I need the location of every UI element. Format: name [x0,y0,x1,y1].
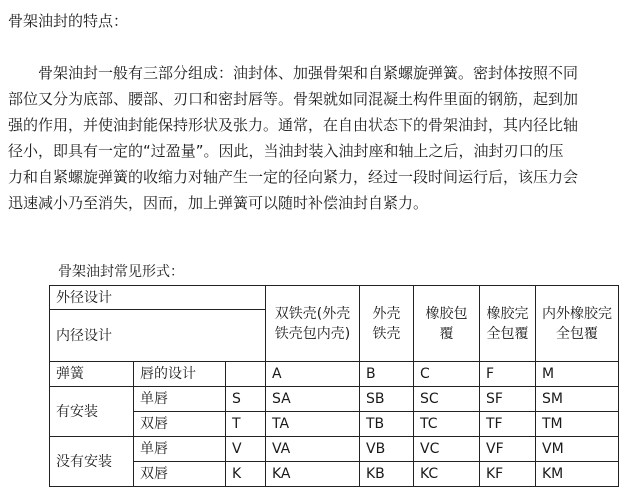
empty-cell [226,362,266,387]
table-cell: KF [480,462,536,487]
table-cell: SM [536,387,619,412]
table-cell: SC [414,387,480,412]
column-header: 外壳铁壳 [360,286,414,362]
description-paragraph [8,60,640,216]
type-code: B [360,362,414,387]
table-caption: 骨架油封常见形式： [58,264,184,280]
lip-type: 双唇 [134,462,226,487]
table-cell: TF [480,412,536,437]
lip-type: 双唇 [134,412,226,437]
table-cell: SB [360,387,414,412]
type-code: A [266,362,360,387]
type-code: M [536,362,619,387]
table-cell: VC [414,437,480,462]
outer-design-header: 外径设计 [50,286,266,310]
table-cell: SA [266,387,360,412]
table-cell: TA [266,412,360,437]
table-cell: VF [480,437,536,462]
oil-seal-types-table [49,285,619,487]
table-cell: KB [360,462,414,487]
table-cell: KA [266,462,360,487]
column-header: 橡胶完全包覆 [480,286,536,362]
paragraph-line: 强的作用，并使油封能保持形状及张力。通常，在自由状态下的骨架油封，其内径比轴 [8,116,579,134]
table-cell: VA [266,437,360,462]
lip-code: T [226,412,266,437]
paragraph-line: 迅速减小乃至消失，因而，加上弹簧可以随时补偿油封自紧力。 [8,194,429,212]
table-cell: TB [360,412,414,437]
table-cell: SF [480,387,536,412]
paragraph-line: 径小，即具有一定的“过盈量”。因此，当油封装入油封座和轴上之后，油封刃口的压 [8,142,564,160]
spring-header: 弹簧 [50,362,134,387]
type-code: C [414,362,480,387]
lip-code: V [226,437,266,462]
group-label: 没有安装 [50,437,134,487]
inner-design-header: 内径设计 [50,310,266,362]
lip-code: S [226,387,266,412]
paragraph-line: 部位又分为底部、腰部、刃口和密封唇等。骨架就如同混凝土构件里面的钢筋，起到加 [8,90,579,108]
section-heading: 骨架油封的特点： [8,12,129,30]
table-cell: VM [536,437,619,462]
column-header: 双铁壳(外壳铁壳包内壳) [266,286,360,362]
table-cell: TC [414,412,480,437]
lip-type: 单唇 [134,387,226,412]
lip-design-header: 唇的设计 [134,362,226,387]
table-cell: KC [414,462,480,487]
paragraph-line: 力和自紧螺旋弹簧的收缩力对轴产生一定的径向紧力，经过一段时间运行后，该压力会 [8,168,579,186]
group-label: 有安装 [50,387,134,437]
lip-type: 单唇 [134,437,226,462]
table-cell: VB [360,437,414,462]
type-code: F [480,362,536,387]
column-header: 内外橡胶完全包覆 [536,286,619,362]
lip-code: K [226,462,266,487]
table-cell: KM [536,462,619,487]
table-cell: TM [536,412,619,437]
paragraph-line: 骨架油封一般有三部分组成：油封体、加强骨架和自紧螺旋弹簧。密封体按照不同 [8,64,579,82]
column-header: 橡胶包覆 [414,286,480,362]
